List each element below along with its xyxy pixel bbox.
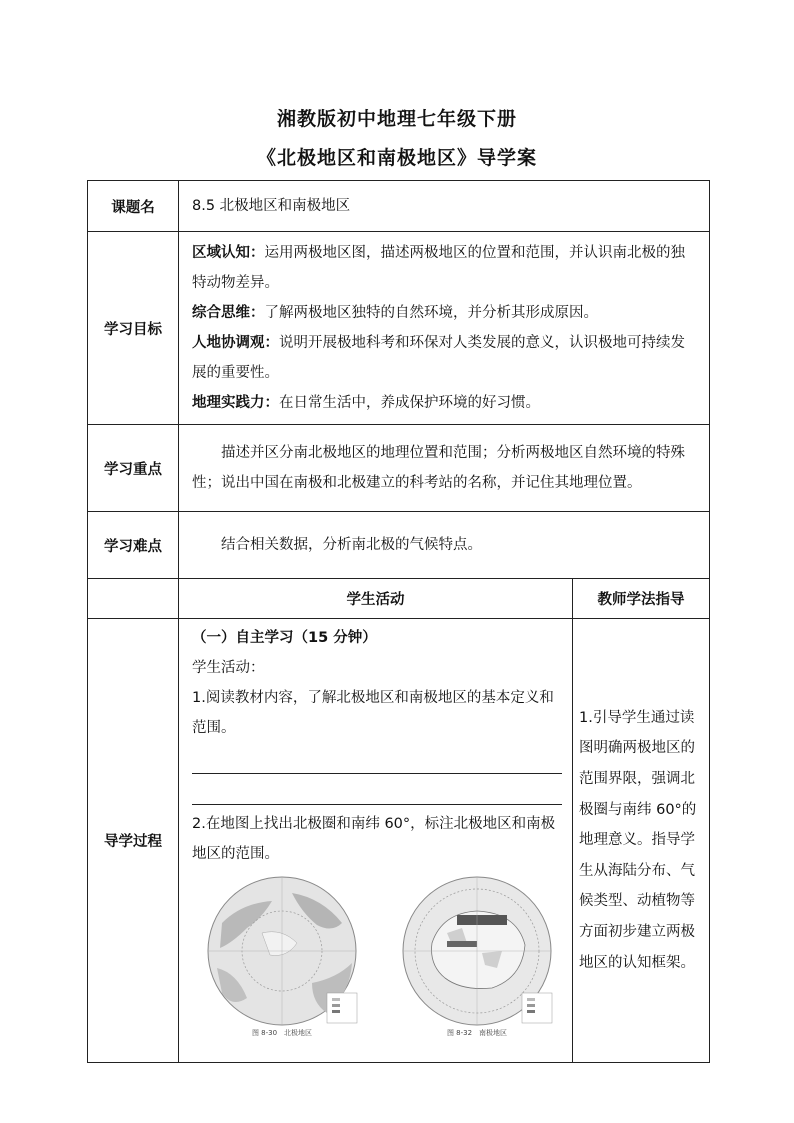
arctic-map — [192, 873, 372, 1048]
antarctic-map-caption: 图 8-32 南极地区 — [446, 1029, 508, 1037]
topic-value: 8.5 北极地区和南极地区 — [192, 198, 351, 214]
antarctic-map-image — [387, 873, 567, 1038]
row-focus — [88, 425, 710, 512]
difficulty-label: 学习难点 — [88, 512, 179, 579]
goal-item — [192, 238, 699, 298]
antarctic-map — [387, 873, 567, 1048]
activity-intro: 学生活动： — [192, 660, 265, 676]
goal-head: 区域认知： — [192, 245, 265, 261]
lesson-plan-table — [87, 180, 710, 1063]
teacher-guidance-text: 1.引导学生通过读图明确两极地区的范围界限，强调北极圈与南纬 60°的地理意义。指导学生从海陆分布、气候类型、动植物等方面初步建立两极地区的认知框架。 — [573, 619, 710, 1063]
section-heading: （一）自主学习（15 分钟） — [192, 630, 377, 646]
doc-subtitle: 《北极地区和南极地区》导学案 — [256, 147, 537, 169]
arctic-map-caption: 图 8-30 北极地区 — [251, 1029, 313, 1037]
answer-line[interactable] — [192, 774, 562, 805]
goal-head: 综合思维： — [192, 305, 265, 321]
student-activity-cell — [179, 619, 573, 1063]
row-topic — [88, 181, 710, 232]
goal-text: 说明开展极地科考和环保对人类发展的意义，认识极地可持续发展的重要性。 — [192, 335, 685, 381]
focus-label: 学习重点 — [88, 425, 179, 512]
task-1: 1.阅读教材内容，了解北极地区和南极地区的基本定义和范围。 — [192, 690, 554, 736]
row-process — [88, 619, 710, 1063]
goals-label: 学习目标 — [88, 232, 179, 425]
row-goals — [88, 232, 710, 425]
doc-title: 湘教版初中地理七年级下册 — [276, 108, 517, 130]
goal-head: 人地协调观： — [192, 335, 279, 351]
goal-text: 运用两极地区图，描述两极地区的位置和范围，并认识南北极的独特动物差异。 — [192, 245, 685, 291]
goal-head: 地理实践力： — [192, 395, 279, 411]
map-figures — [192, 873, 562, 1048]
difficulty-text: 结合相关数据，分析南北极的气候特点。 — [179, 512, 710, 579]
topic-label: 课题名 — [88, 181, 179, 232]
goal-text: 在日常生活中，养成保护环境的好习惯。 — [279, 395, 540, 411]
process-label: 导学过程 — [88, 619, 179, 1063]
task-2: 2.在地图上找出北极圈和南纬 60°，标注北极地区和南极地区的范围。 — [192, 816, 556, 862]
row-header — [88, 579, 710, 619]
student-activity-header: 学生活动 — [179, 579, 573, 619]
header-empty-cell — [88, 579, 179, 619]
goal-item — [192, 298, 699, 328]
row-difficulty — [88, 512, 710, 579]
goal-item — [192, 388, 699, 418]
goal-item — [192, 328, 699, 388]
arctic-map-image — [192, 873, 372, 1038]
answer-line[interactable] — [192, 743, 562, 774]
goal-text: 了解两极地区独特的自然环境，并分析其形成原因。 — [264, 305, 598, 321]
focus-text: 描述并区分南北极地区的地理位置和范围；分析两极地区自然环境的特殊性；说出中国在南极和北极建立的科考站的名称，并记住其地理位置。 — [179, 425, 710, 512]
goals-content — [179, 232, 710, 425]
teacher-guidance-header: 教师学法指导 — [573, 579, 710, 619]
